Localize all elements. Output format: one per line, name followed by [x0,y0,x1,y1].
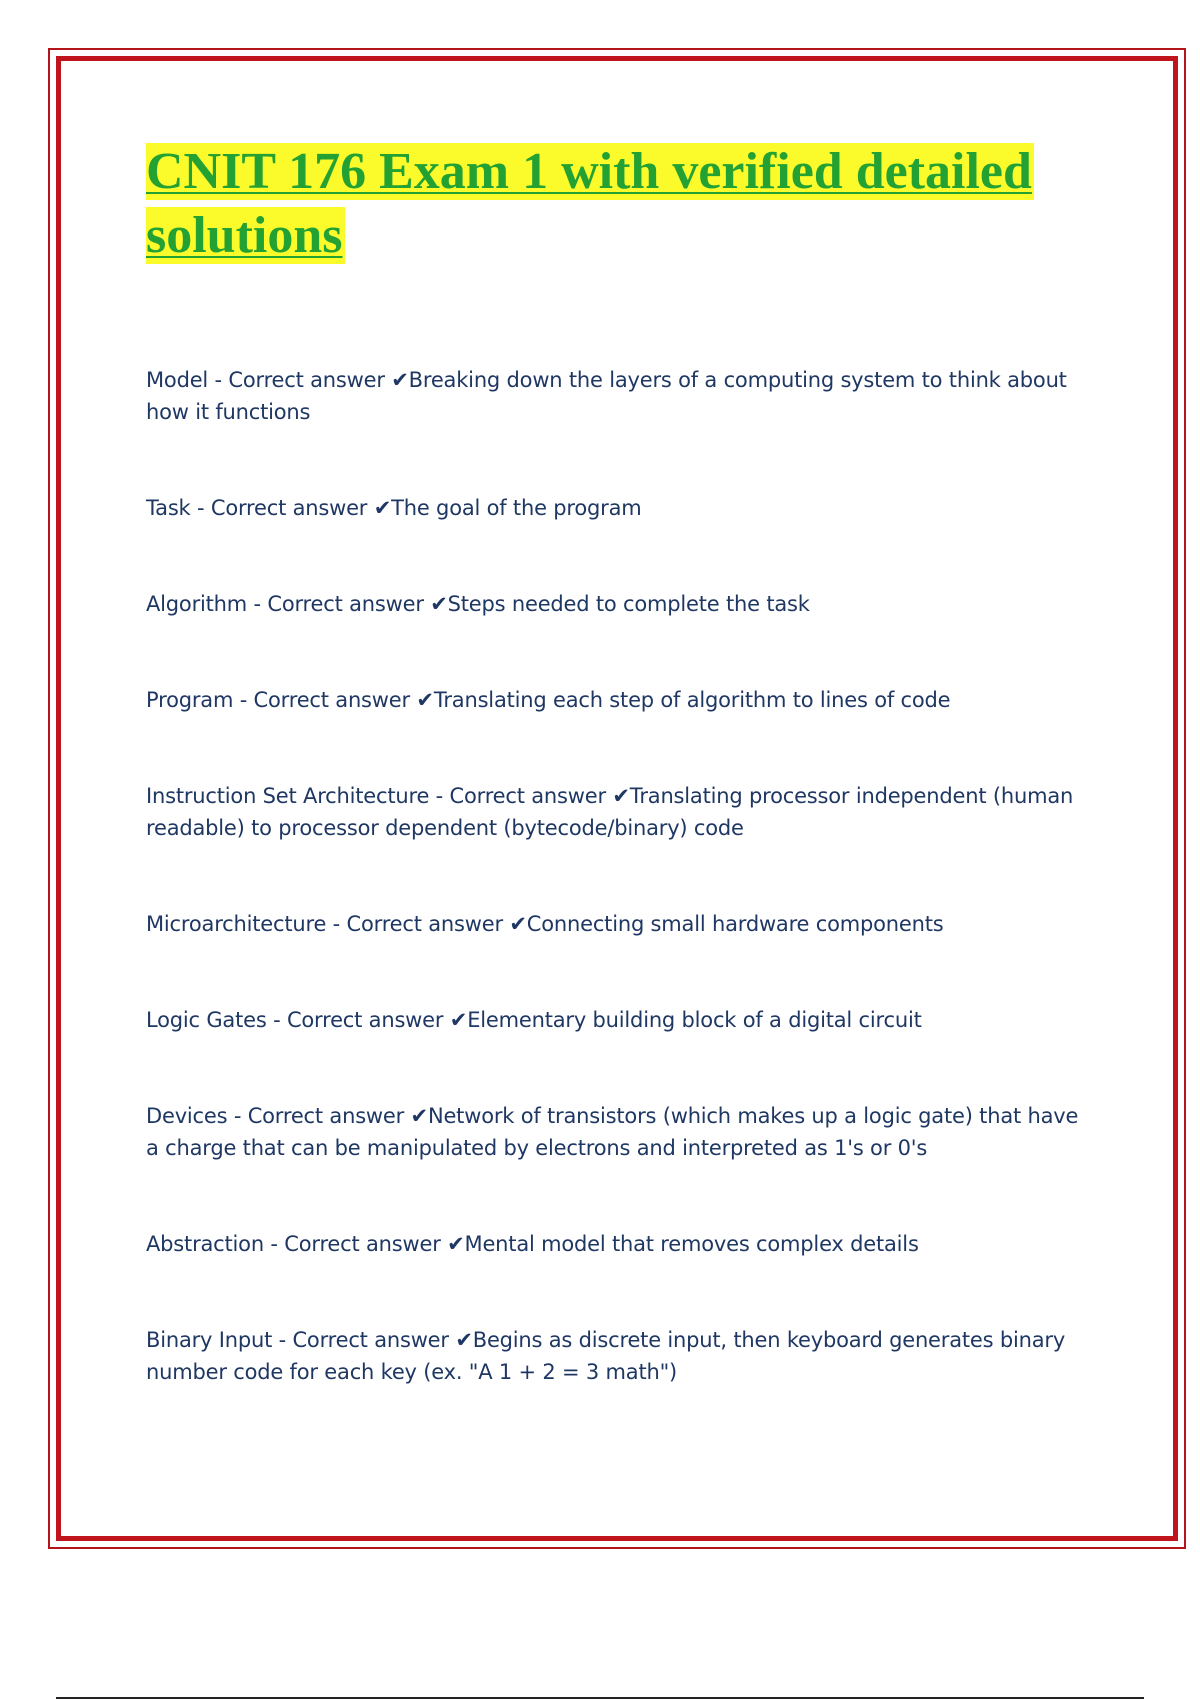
qa-term: Binary Input [146,1328,273,1352]
qa-separator: - Correct answer [247,592,431,616]
qa-item-binary-input [146,1324,1096,1388]
check-icon: ✔ [373,496,392,520]
qa-term: Program [146,688,234,712]
check-icon: ✔ [410,1104,428,1128]
qa-separator: - Correct answer [190,496,374,520]
qa-term: Instruction Set Architecture [146,784,430,808]
qa-item-instruction-set-architecture [146,780,1096,844]
qa-term: Devices [146,1104,228,1128]
qa-answer: Mental model that removes complex details [464,1232,919,1256]
qa-answer: Elementary building block of a digital circuit [467,1008,922,1032]
qa-item-microarchitecture [146,908,1096,940]
qa-answer: Network of transistors (which makes up a logic gate) that have a charge that can be manipulated by electrons and interpreted as 1's or 0's [146,1104,1079,1160]
qa-item-program [146,684,1096,716]
qa-term: Microarchitecture [146,912,327,936]
qa-separator: - Correct answer [263,1232,448,1256]
check-icon: ✔ [509,912,527,936]
qa-item-algorithm [146,588,1096,620]
document-title [146,140,1096,268]
qa-answer: Begins as discrete input, then keyboard generates binary number code for each key (ex. "A 1 + 2 = 3 math") [146,1328,1066,1384]
qa-term: Task [146,496,191,520]
qa-list [146,364,1096,1388]
qa-answer: Translating each step of algorithm to lines of code [433,688,951,712]
qa-item-abstraction [146,1228,1096,1260]
qa-separator: - Correct answer [272,1328,456,1352]
check-icon: ✔ [416,688,434,712]
qa-item-logic-gates [146,1004,1096,1036]
check-icon: ✔ [449,1008,468,1032]
check-icon: ✔ [391,368,409,392]
qa-answer: Translating processor independent (human readable) to processor dependent (bytecode/binary) code [146,784,1074,840]
qa-separator: - Correct answer [266,1008,450,1032]
document-content [146,140,1096,1452]
check-icon: ✔ [455,1328,473,1352]
check-icon: ✔ [612,784,630,808]
qa-answer: Steps needed to complete the task [447,592,810,616]
qa-separator: - Correct answer [208,368,392,392]
qa-item-model [146,364,1096,428]
qa-term: Logic Gates [146,1008,267,1032]
footer-divider [56,1697,1144,1699]
document-title-text: CNIT 176 Exam 1 with verified detailed solutions [146,143,1032,264]
qa-separator: - Correct answer [233,688,417,712]
qa-answer: Breaking down the layers of a computing system to think about how it functions [146,368,1067,424]
qa-item-task [146,492,1096,524]
qa-separator: - Correct answer [429,784,613,808]
check-icon: ✔ [430,592,448,616]
qa-separator: - Correct answer [227,1104,411,1128]
qa-separator: - Correct answer [326,912,510,936]
qa-term: Model [146,368,209,392]
qa-answer: The goal of the program [391,496,642,520]
qa-item-devices [146,1100,1096,1164]
check-icon: ✔ [447,1232,465,1256]
qa-term: Abstraction [146,1232,264,1256]
qa-answer: Connecting small hardware components [526,912,944,936]
qa-term: Algorithm [146,592,248,616]
